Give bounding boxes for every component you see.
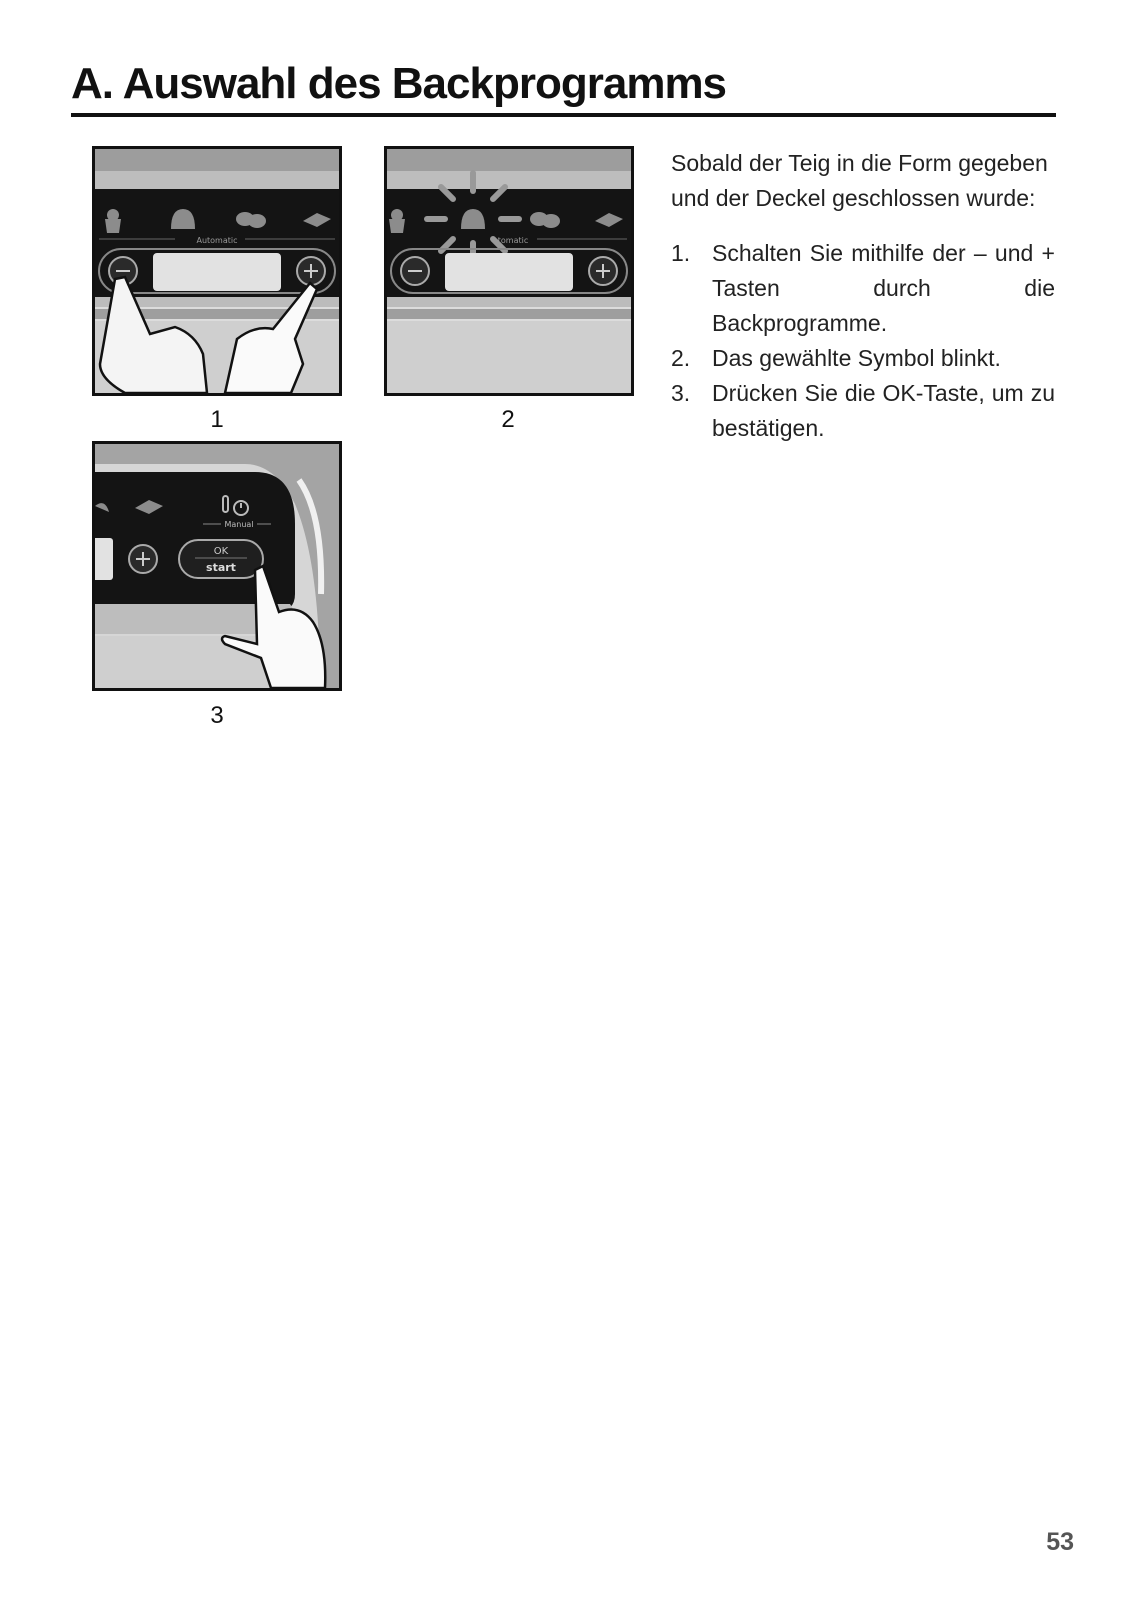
ok-label: OK	[213, 546, 229, 557]
step-item	[671, 376, 1055, 446]
display-screen	[153, 253, 281, 291]
figure-3	[92, 441, 342, 691]
manual-label: Manual	[224, 520, 254, 529]
automatic-label: tomatic	[497, 236, 529, 245]
start-label: start	[206, 561, 236, 574]
figure-1-caption: 1	[210, 406, 224, 433]
automatic-label: Automatic	[196, 236, 238, 245]
figure-3-caption: 3	[210, 702, 224, 729]
figure-2-illustration	[387, 149, 631, 393]
step-text: Schalten Sie mithilfe der – und + Tasten durch die Backprogramme.	[712, 240, 1055, 336]
step-number: 2.	[671, 345, 691, 371]
step-item	[671, 236, 1055, 341]
page-number: 53	[1046, 1528, 1074, 1556]
figure-2	[384, 146, 634, 396]
figure-1	[92, 146, 342, 396]
step-number: 1.	[671, 240, 691, 266]
instruction-text	[671, 146, 1055, 446]
step-item	[671, 341, 1055, 376]
title-underline	[71, 113, 1056, 117]
intro-paragraph: Sobald der Teig in die Form gegeben und der Deckel geschlossen wurde:	[671, 150, 1048, 211]
display-screen	[445, 253, 573, 291]
figure-2-caption: 2	[501, 406, 515, 433]
step-number: 3.	[671, 380, 691, 406]
steps-list	[671, 236, 1055, 446]
step-text: Das gewählte Symbol blinkt.	[712, 345, 1001, 371]
display-screen	[95, 538, 113, 580]
step-text: Drücken Sie die OK-Taste, um zu bestätigen.	[712, 380, 1055, 441]
figure-3-illustration	[95, 444, 339, 688]
figure-1-illustration	[95, 149, 339, 393]
page-title: A. Auswahl des Backprogramms	[71, 59, 727, 108]
